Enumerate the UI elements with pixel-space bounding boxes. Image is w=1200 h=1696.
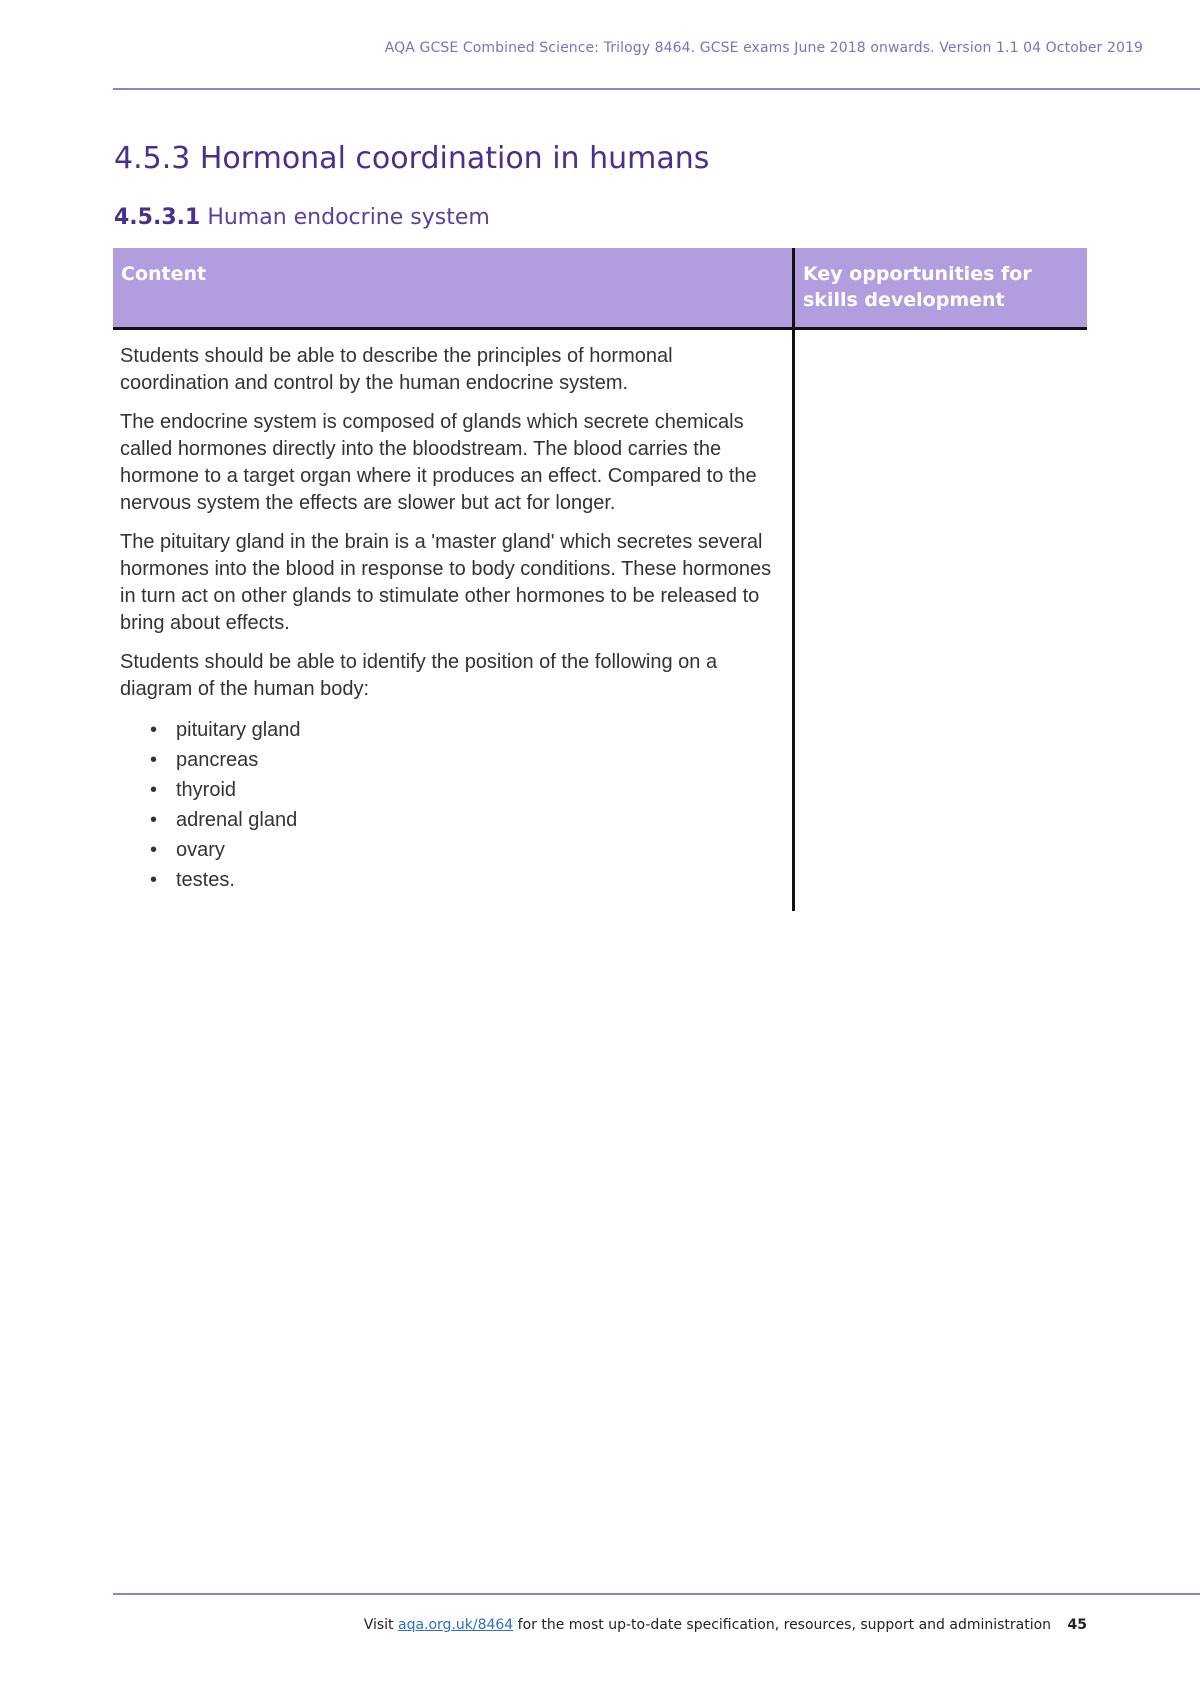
content-cell (113, 329, 794, 912)
table-row (113, 329, 1087, 912)
footer-suffix: for the most up-to-date specification, resources, support and administration (517, 1617, 1052, 1633)
list-item-text: ovary (176, 839, 225, 861)
list-item-text: testes. (176, 869, 235, 891)
skills-column-header: Key opportunities for skills development (794, 248, 1088, 329)
list-item-text: pituitary gland (176, 719, 301, 741)
subsection-number: 4.5.3.1 (114, 205, 201, 230)
bullet-icon: • (150, 839, 158, 861)
list-item-text: thyroid (176, 779, 237, 801)
list-item (150, 745, 784, 775)
subsection-label: Human endocrine system (207, 205, 490, 230)
content-paragraph: Students should be able to describe the principles of hormonal coordination and control by the human endocrine system. (120, 345, 673, 394)
page-footer (364, 1617, 1087, 1633)
footer-divider (113, 1593, 1200, 1595)
header-divider (113, 88, 1200, 90)
list-item (150, 715, 784, 745)
list-item-text: pancreas (176, 749, 259, 771)
bullet-icon: • (150, 869, 158, 891)
spec-link[interactable]: aqa.org.uk/8464 (397, 1617, 514, 1633)
page-number: 45 (1067, 1617, 1087, 1633)
footer-prefix: Visit (363, 1617, 394, 1633)
section-title: 4.5.3 Hormonal coordination in humans (114, 141, 710, 176)
subsection-title (114, 205, 490, 230)
document-running-header: AQA GCSE Combined Science: Trilogy 8464. GCSE exams June 2018 onwards. Version 1.1 04 October 2019 (384, 40, 1143, 56)
list-item-text: adrenal gland (176, 809, 298, 831)
list-item (150, 835, 784, 865)
skills-cell (794, 329, 1088, 912)
body-parts-list (120, 715, 784, 895)
content-paragraph: The endocrine system is composed of glands which secrete chemicals called hormones directly into the bloodstream. The blood carries the hormone to a target organ where it produces an effect. Compared to the nervous system the effects are slower but act for longer. (120, 411, 757, 514)
bullet-icon: • (150, 809, 158, 831)
spec-content-table (113, 248, 1087, 911)
bullet-icon: • (150, 719, 158, 741)
list-item (150, 865, 784, 895)
content-paragraph: Students should be able to identify the position of the following on a diagram of the human body: (120, 651, 718, 700)
bullet-icon: • (150, 779, 158, 801)
content-column-header: Content (113, 248, 794, 329)
bullet-icon: • (150, 749, 158, 771)
list-item (150, 805, 784, 835)
list-item (150, 775, 784, 805)
content-paragraph: The pituitary gland in the brain is a 'master gland' which secretes several hormones into the blood in response to body conditions. These hormones in turn act on other glands to stimulate other hormones to be released to bring about effects. (120, 531, 772, 634)
table-header-row (113, 248, 1087, 329)
